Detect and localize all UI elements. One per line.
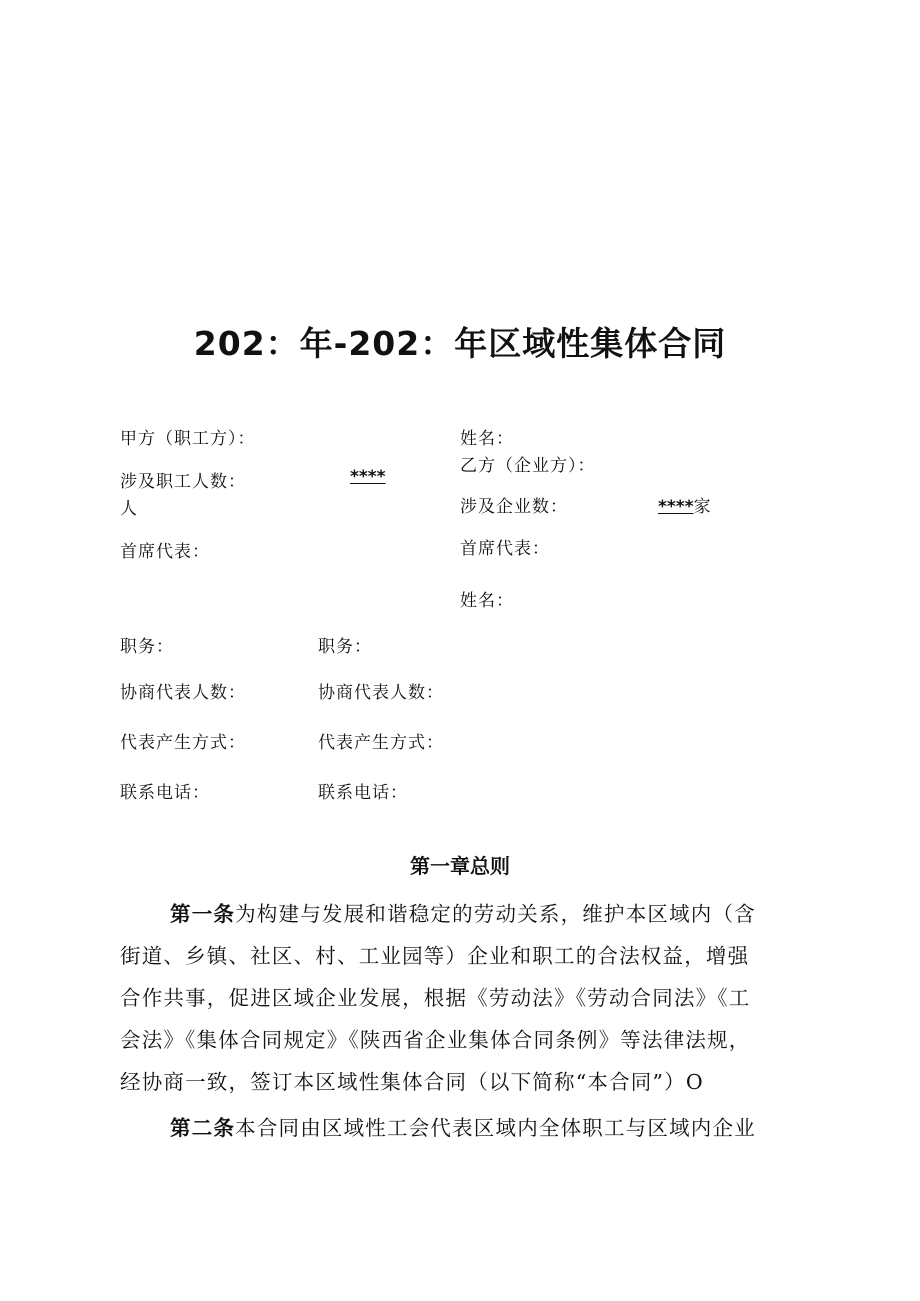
party-a-rep-label: 首席代表：	[120, 542, 210, 562]
article-1-line	[170, 897, 756, 927]
article-1-line: 会法》《集体合同规定》《陕西省企业集体合同条例》等法律法规，	[120, 1028, 751, 1052]
enterprise-count-label: 涉及企业数：	[460, 497, 568, 517]
party-a-phone-label: 联系电话：	[120, 783, 210, 803]
party-b-rep-label: 首席代表：	[460, 539, 550, 559]
enterprise-count-unit: 家	[693, 497, 712, 517]
enterprise-count-value: ****	[658, 497, 694, 517]
party-a-position-label: 职务：	[120, 637, 174, 657]
chapter-heading: 第一章总则	[410, 854, 510, 878]
staff-count-value: ****	[350, 467, 386, 487]
enterprise-count	[658, 492, 712, 517]
article-1-line: 经协商一致，签订本区域性集体合同（以下简称“本合同”）O	[120, 1070, 704, 1094]
document-title: 202：年-202：年区域性集体合同	[193, 324, 727, 363]
party-a-label: 甲方（职工方）：	[120, 429, 256, 449]
party-b-phone-label: 联系电话：	[318, 783, 408, 803]
party-b-negotiator-count-label: 协商代表人数：	[318, 683, 444, 703]
party-a-negotiator-count-label: 协商代表人数：	[120, 683, 246, 703]
staff-count-label: 涉及职工人数：	[120, 472, 246, 492]
article-1-text: 为构建与发展和谐稳定的劳动关系，维护本区域内（含	[235, 902, 756, 926]
article-2-label: 第二条	[170, 1116, 236, 1140]
article-1-label: 第一条	[170, 902, 236, 926]
party-b-election-method-label: 代表产生方式：	[318, 733, 444, 753]
party-b-label: 乙方（企业方）：	[460, 456, 596, 476]
article-1-line: 合作共事，促进区域企业发展，根据《劳动法》《劳动合同法》《工	[120, 986, 751, 1010]
party-b-position-label: 职务：	[318, 637, 372, 657]
party-a-rep-name-label: 姓名：	[460, 429, 514, 449]
party-a-election-method-label: 代表产生方式：	[120, 733, 246, 753]
party-b-rep-name-label: 姓名：	[460, 591, 514, 611]
article-1-line: 街道、乡镇、社区、村、工业园等）企业和职工的合法权益，增强	[120, 944, 750, 968]
staff-count-unit: 人	[120, 499, 138, 519]
article-2-text: 本合同由区域性工会代表区域内全体职工与区域内企业	[235, 1116, 756, 1140]
article-2-line	[170, 1111, 756, 1141]
